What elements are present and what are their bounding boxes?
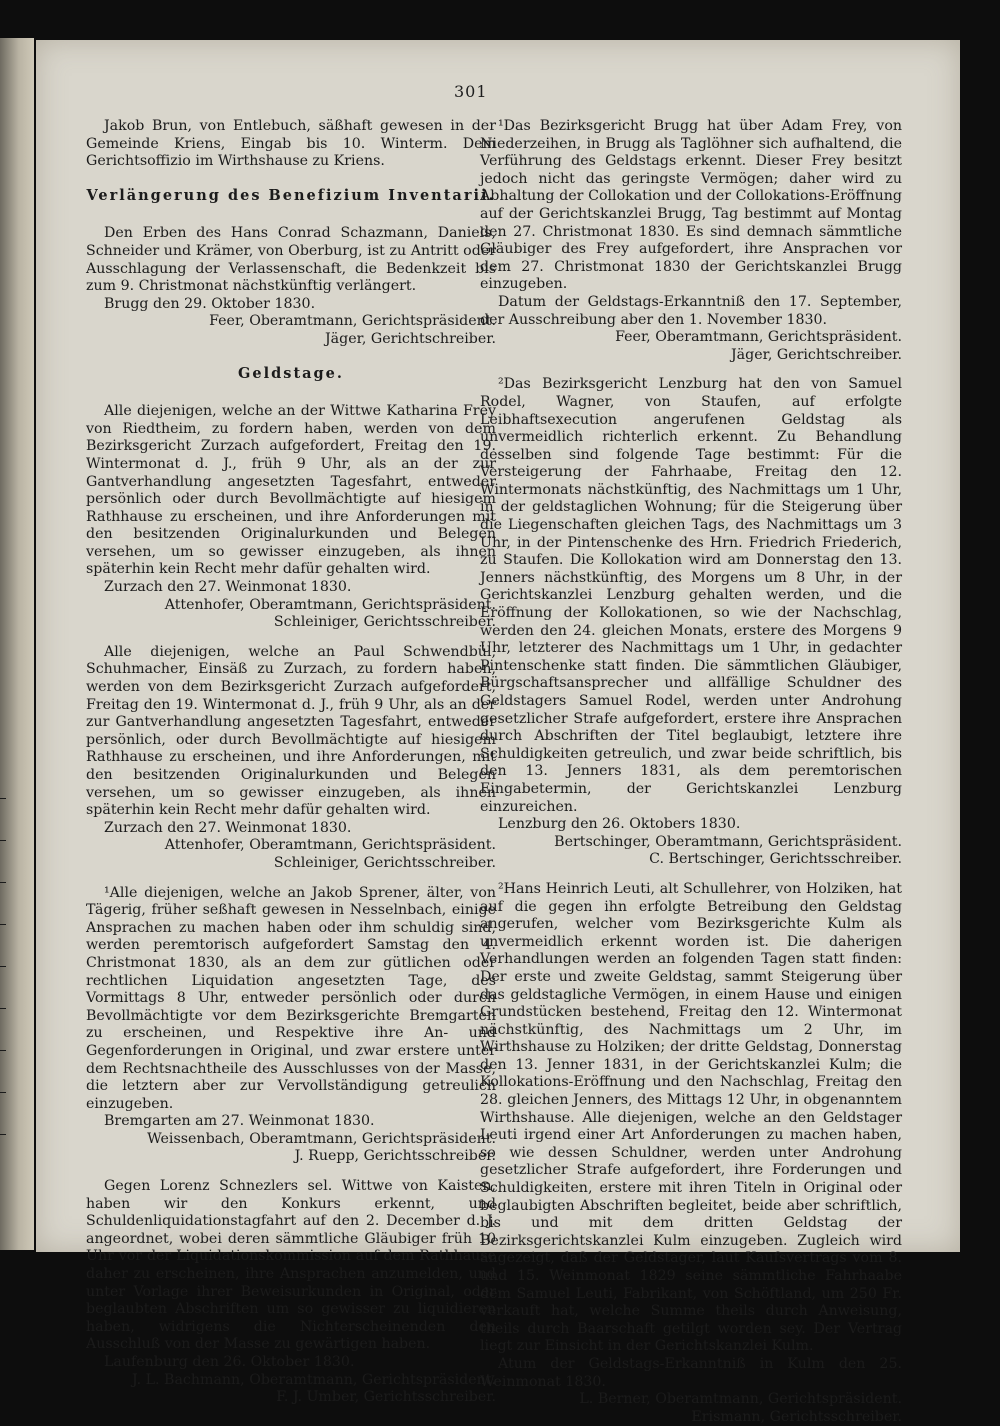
signature-line: Weissenbach, Oberamtmann, Gerichtspräsident. — [147, 1130, 496, 1147]
notice-paragraph: Jakob Brun, von Entlebuch, säßhaft gewesen in der Gemeinde Kriens, Eingab bis 10. Winterm. Dem Gerichtsoffizio im Wirthshause zu Kriens. — [86, 118, 496, 170]
signature-line: Jäger, Gerichtschreiber. — [325, 330, 496, 347]
notice-date: Laufenburg den 26. Oktober 1830. — [104, 1354, 355, 1370]
notice-paragraph: Alle diejenigen, welche an der Wittwe Katharina Frey von Riedtheim, zu fordern haben, werden von dem Bezirksgericht Zurzach aufgefordert, Freitag den 19. Wintermonat d. J., früh 9 Uhr, als an der zur Gantverhandlung angesetzten Tagesfahrt, entweder persönlich oder durch Bevollmächtigte auf hiesigem Rathhause zu erscheinen, und ihre Anforderungen mit den besitzenden Originalurkunden und Belegen versehen, um so gewisser einzugeben, als ihnen späterhin kein Recht mehr dafür gehalten wird. — [86, 403, 496, 578]
signature-line: J. L. Bachmann, Oberamtmann, Gerichtspräsident. — [131, 1371, 496, 1388]
notice-paragraph: Den Erben des Hans Conrad Schazmann, Daniels, Schneider und Krämer, von Oberburg, ist zu Antritt oder Ausschlagung der Verlassenschaft, die Bedenkzeit bis zum 9. Christmonat nächstkünftig verlängert. — [86, 225, 496, 295]
signature-line: Erismann, Gerichtsschreiber. — [691, 1408, 902, 1425]
spine-mark — [0, 924, 6, 925]
spine-mark — [0, 966, 6, 967]
page-number: 301 — [454, 82, 488, 101]
signature-line: Schleiniger, Gerichtsschreiber. — [273, 854, 496, 871]
signature-line: F. J. Umber, Gerichtsschreiber. — [276, 1389, 496, 1406]
section-heading: Verlängerung des Benefizium Inventarii. — [86, 186, 496, 204]
spine-mark — [0, 882, 6, 883]
spine-mark — [0, 1050, 6, 1051]
notice-paragraph: ¹Das Bezirksgericht Brugg hat über Adam Frey, von Niederzeihen, in Brugg als Taglöhner sich aufhaltend, die Verführung des Geldstags erkennt. Dieser Frey besitzt jedoch nicht das geringste Vermögen; daher wird zu Abhaltung der Collokation und der Collokations-Eröffnung auf der Gerichtskanzlei Brugg, Tag bestimmt auf Montag den 27. Christmonat 1830. Es sind demnach sämmtliche Gläubiger des Frey aufgefordert, ihre Ansprachen vor dem 27. Christmonat 1830 der Gerichtskanzlei Brugg einzugeben. — [480, 118, 902, 293]
spine-mark — [0, 798, 6, 799]
signature-line: L. Berner, Oberamtmann, Gerichtspräsident. — [579, 1391, 902, 1408]
notice-date: Lenzburg den 26. Oktobers 1830. — [498, 816, 741, 833]
signature-line: Feer, Oberamtmann, Gerichtspräsident. — [615, 329, 902, 346]
notice-date: Datum der Geldstags-Erkanntniß den 17. September, der Ausschreibung aber den 1. November 1830. — [480, 293, 902, 328]
signature-line: C. Bertschinger, Gerichtsschreiber. — [649, 851, 902, 868]
signature-line: J. Ruepp, Gerichtsschreiber. — [294, 1148, 496, 1165]
left-column — [86, 118, 496, 1407]
notice-paragraph: Alle diejenigen, welche an Paul Schwendbül, Schuhmacher, Einsäß zu Zurzach, zu fordern haben, werden von dem Bezirksgericht Zurzach aufgefordert, Freitag den 19. Wintermonat d. J., früh 9 Uhr, als an der zur Gantverhandlung angesetzten Tagesfahrt, entweder persönlich, oder durch Bevollmächtigte auf hiesigem Rathhause zu erscheinen, und ihre Anforderungen, mit den besitzenden Originalurkunden und Belegen versehen, um so gewisser einzugeben, als ihnen späterhin kein Recht mehr dafür gehalten wird. — [86, 643, 496, 819]
signature-line: Jäger, Gerichtschreiber. — [731, 346, 902, 363]
right-column — [480, 118, 902, 1426]
signature-line: Feer, Oberamtmann, Gerichtspräsident. — [209, 313, 496, 330]
notice-date: Atum der Geldstags-Erkanntniß in Kulm den 25. Weinmonat 1830. — [480, 1355, 902, 1390]
notice-date: Zurzach den 27. Weinmonat 1830. — [104, 819, 352, 836]
spine-mark — [0, 1134, 6, 1135]
spine-mark — [0, 1008, 6, 1009]
notice-date: Brugg den 29. Oktober 1830. — [104, 295, 316, 312]
notice-paragraph: ¹Alle diejenigen, welche an Jakob Sprener, älter, von Tägerig, früher seßhaft gewesen in Nesselnbach, einige Ansprachen zu machen haben oder ihm schuldig sind, werden peremtorisch aufgefordert Samstag den 4. Christmonat 1830, als an dem zur gütlichen oder rechtlichen Liquidation angesetzten Tage, des Vormittags 8 Uhr, entweder persönlich oder durch Bevollmächtigte vor dem Bezirksgerichte Bremgarten zu erscheinen, und Respektive ihre An- und Gegenforderungen in Original, und zwar erstere unter dem Rechtsnachtheile des Ausschlusses von der Masse, die letztern aber zur Vervollständigung getreulich einzugeben. — [86, 884, 496, 1112]
notice-date: Zurzach den 27. Weinmonat 1830. — [104, 579, 352, 596]
spine-mark — [0, 1092, 6, 1093]
notice-date: Bremgarten am 27. Weinmonat 1830. — [104, 1113, 375, 1130]
document-page — [36, 40, 960, 1425]
spine-mark — [0, 840, 6, 841]
signature-line: Bertschinger, Oberamtmann, Gerichtspräsident. — [554, 833, 902, 850]
notice-paragraph: ²Hans Heinrich Leuti, alt Schullehrer, von Holziken, hat auf die gegen ihn erfolgte Betreibung den Geldstag angerufen, welcher vom Bezirksgerichte Kulm als unvermeidlich erkennt worden ist. Die daherigen Verhandlungen werden an folgenden Tagen statt finden: Der erste und zweite Geldstag, sammt Steigerung über das geldstagliche Vermögen, in einem Hause und einigen Grundstücken bestehend, Freitag den 12. Wintermonat nächstkünftig, des Nachmittags um 2 Uhr, im Wirthshause zu Holziken; der dritte Geldstag, Donnerstag den 13. Jenner 1831, in der Gerichtskanzlei Kulm; die Kollokations-Eröffnung und den Nachschlag, Freitag den 28. gleichen Jenners, des Mittags 12 Uhr, in obgenanntem Wirthshause. Alle diejenigen, welche an den Geldstager Leuti irgend einer Art Anforderungen zu machen haben, so wie dessen Schuldner, werden unter Androhung gesetzlicher Strafe aufgefordert, ihre Forderungen und Schuldigkeiten, erstere mit ihren Titeln in Original oder beglaubigten Abschriften begleitet, beide aber schriftlich, bis und mit dem dritten Geldstag der Bezirksgerichtskanzlei Kulm einzugeben. Zugleich wird angezeigt, daß der Geldstager, laut Kaufsvertrags vom 8. und 15. Weinmonat 1829 seine sämmtliche Fahrhaabe dem Samuel Leuti, Fabrikant, von Schöftland, um 250 Fr. verkauft hat, welche Summe theils durch Anweisung, theils durch Baarschaft getilgt worden sey. Der Vertrag liegt zur Einsicht in der Gerichtskanzlei Kulm. — [480, 880, 902, 1355]
signature-line: Attenhofer, Oberamtmann, Gerichtspräsident. — [164, 837, 496, 854]
notice-paragraph: ²Das Bezirksgericht Lenzburg hat den von Samuel Rodel, Wagner, von Staufen, auf erfolgte Leibhaftsexecution angerufenen Geldstag als unvermeidlich richterlich erkennt. Zu Behandlung desselben sind folgende Tage bestimmt: Für die Versteigerung der Fahrhaabe, Freitag den 12. Wintermonats nächstkünftig, des Nachmittags um 1 Uhr, in der geldstaglichen Wohnung; für die Steigerung über die Liegenschaften gleichen Tags, des Nachmittags um 3 Uhr, in der Pintenschenke des Hrn. Friedrich Friederich, zu Staufen. Die Kollokation wird am Donnerstag den 13. Jenners nächstkünftig, des Morgens um 8 Uhr, in der Gerichtskanzlei Lenzburg gehalten werden, und die Eröffnung der Kollokationen, so wie der Nachschlag, werden den 24. gleichen Monats, erstere des Morgens 9 Uhr, letzterer des Nachmittags um 1 Uhr, in gedachter Pintenschenke statt finden. Die sämmtlichen Gläubiger, Bürgschaftsansprecher und allfällige Schuldner des Geldstagers Samuel Rodel, werden unter Androhung gesetzlicher Strafe aufgefordert, erstere ihre Ansprachen durch Abschriften der Titel beglaubigt, letztere ihre Schuldigkeiten getreulich, und zwar beide schriftlich, bis den 13. Jenners 1831, als dem peremtorischen Eingabetermin, der Gerichtskanzlei Lenzburg einzureichen. — [480, 376, 902, 815]
book-spine-edge — [0, 38, 34, 1250]
section-heading: Geldstage. — [238, 364, 344, 382]
signature-line: Attenhofer, Oberamtmann, Gerichtspräsident. — [164, 596, 496, 613]
signature-line: Schleiniger, Gerichtsschreiber. — [273, 614, 496, 631]
notice-paragraph: Gegen Lorenz Schnezlers sel. Wittwe von Kaisten, haben wir den Konkurs erkennt, und Schuldenliquidationstagfahrt auf den 2. December d. J. angeordnet, wobei deren sämmtliche Gläubiger früh 10 Uhr vor der Liquidationskommission auf dem Rathhause daher zu erscheinen, ihre Ansprachen anzumelden, und unter Vorlage ihrer Beweisurkunden in Original, oder beglaubten Abschriften um so gewisser zu liquidieren haben, widrigens die Nichterscheinenden den Ausschluß von der Masse zu gewärtigen haben. — [86, 1178, 496, 1353]
